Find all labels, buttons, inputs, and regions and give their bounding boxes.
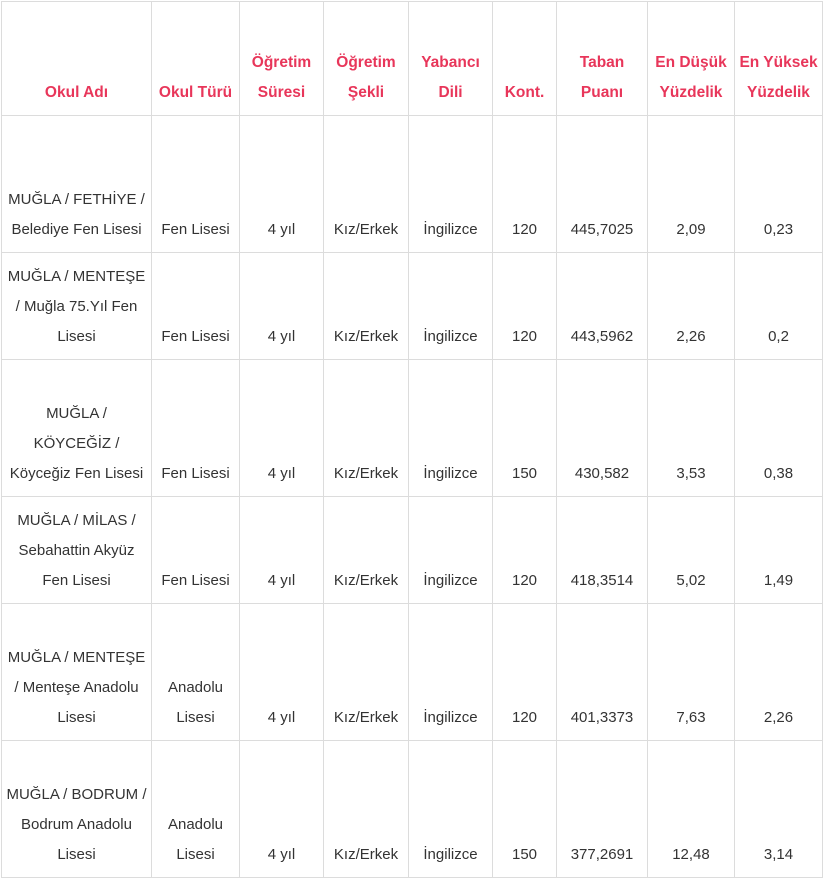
cell-en-yuksek-yuzdelik: 0,2 [735, 253, 823, 360]
cell-taban-puani: 401,3373 [557, 604, 648, 741]
cell-ogretim-suresi: 4 yıl [240, 497, 324, 604]
table-row [2, 741, 823, 878]
cell-en-dusuk-yuzdelik: 3,53 [648, 360, 735, 497]
cell-taban-puani: 418,3514 [557, 497, 648, 604]
cell-en-dusuk-yuzdelik: 2,26 [648, 253, 735, 360]
cell-yabanci-dili: İngilizce [409, 360, 493, 497]
header-en-yuksek-yuzdelik: En Yüksek Yüzdelik [735, 2, 823, 116]
cell-en-dusuk-yuzdelik: 2,09 [648, 116, 735, 253]
cell-taban-puani: 430,582 [557, 360, 648, 497]
cell-okul-adi: MUĞLA / MENTEŞE / Menteşe Anadolu Lisesi [2, 604, 152, 741]
table-row [2, 360, 823, 497]
cell-ogretim-sekli: Kız/Erkek [324, 116, 409, 253]
table-body [2, 116, 823, 878]
cell-kontenjan: 150 [493, 741, 557, 878]
cell-okul-turu: Fen Lisesi [152, 360, 240, 497]
cell-yabanci-dili: İngilizce [409, 604, 493, 741]
cell-ogretim-suresi: 4 yıl [240, 741, 324, 878]
header-okul-turu: Okul Türü [152, 2, 240, 116]
cell-ogretim-sekli: Kız/Erkek [324, 253, 409, 360]
header-kontenjan: Kont. [493, 2, 557, 116]
header-yabanci-dili: Yabancı Dili [409, 2, 493, 116]
cell-ogretim-sekli: Kız/Erkek [324, 360, 409, 497]
cell-kontenjan: 120 [493, 604, 557, 741]
table-row [2, 116, 823, 253]
cell-okul-adi: MUĞLA / MİLAS / Sebahattin Akyüz Fen Lisesi [2, 497, 152, 604]
cell-okul-turu: Anadolu Lisesi [152, 741, 240, 878]
cell-ogretim-suresi: 4 yıl [240, 604, 324, 741]
cell-taban-puani: 445,7025 [557, 116, 648, 253]
cell-yabanci-dili: İngilizce [409, 253, 493, 360]
cell-yabanci-dili: İngilizce [409, 741, 493, 878]
header-en-dusuk-yuzdelik: En Düşük Yüzdelik [648, 2, 735, 116]
cell-ogretim-sekli: Kız/Erkek [324, 741, 409, 878]
cell-ogretim-sekli: Kız/Erkek [324, 604, 409, 741]
cell-okul-adi: MUĞLA / MENTEŞE / Muğla 75.Yıl Fen Lisesi [2, 253, 152, 360]
cell-ogretim-suresi: 4 yıl [240, 360, 324, 497]
cell-en-yuksek-yuzdelik: 1,49 [735, 497, 823, 604]
cell-ogretim-suresi: 4 yıl [240, 116, 324, 253]
cell-en-yuksek-yuzdelik: 3,14 [735, 741, 823, 878]
cell-en-dusuk-yuzdelik: 7,63 [648, 604, 735, 741]
cell-taban-puani: 377,2691 [557, 741, 648, 878]
cell-kontenjan: 120 [493, 116, 557, 253]
cell-en-yuksek-yuzdelik: 2,26 [735, 604, 823, 741]
cell-okul-adi: MUĞLA / KÖYCEĞİZ / Köyceğiz Fen Lisesi [2, 360, 152, 497]
cell-ogretim-sekli: Kız/Erkek [324, 497, 409, 604]
cell-en-dusuk-yuzdelik: 12,48 [648, 741, 735, 878]
cell-ogretim-suresi: 4 yıl [240, 253, 324, 360]
cell-kontenjan: 120 [493, 497, 557, 604]
header-ogretim-sekli: Öğretim Şekli [324, 2, 409, 116]
cell-yabanci-dili: İngilizce [409, 497, 493, 604]
header-taban-puani: Taban Puanı [557, 2, 648, 116]
cell-kontenjan: 120 [493, 253, 557, 360]
header-ogretim-suresi: Öğretim Süresi [240, 2, 324, 116]
cell-en-yuksek-yuzdelik: 0,23 [735, 116, 823, 253]
cell-okul-adi: MUĞLA / FETHİYE / Belediye Fen Lisesi [2, 116, 152, 253]
cell-okul-turu: Anadolu Lisesi [152, 604, 240, 741]
school-table [1, 1, 823, 878]
cell-yabanci-dili: İngilizce [409, 116, 493, 253]
header-okul-adi: Okul Adı [2, 2, 152, 116]
table-row [2, 253, 823, 360]
cell-en-yuksek-yuzdelik: 0,38 [735, 360, 823, 497]
cell-okul-turu: Fen Lisesi [152, 253, 240, 360]
cell-okul-turu: Fen Lisesi [152, 497, 240, 604]
cell-okul-turu: Fen Lisesi [152, 116, 240, 253]
cell-en-dusuk-yuzdelik: 5,02 [648, 497, 735, 604]
table-row [2, 497, 823, 604]
table-header [2, 2, 823, 116]
cell-taban-puani: 443,5962 [557, 253, 648, 360]
cell-kontenjan: 150 [493, 360, 557, 497]
header-row [2, 2, 823, 116]
cell-okul-adi: MUĞLA / BODRUM / Bodrum Anadolu Lisesi [2, 741, 152, 878]
table-row [2, 604, 823, 741]
